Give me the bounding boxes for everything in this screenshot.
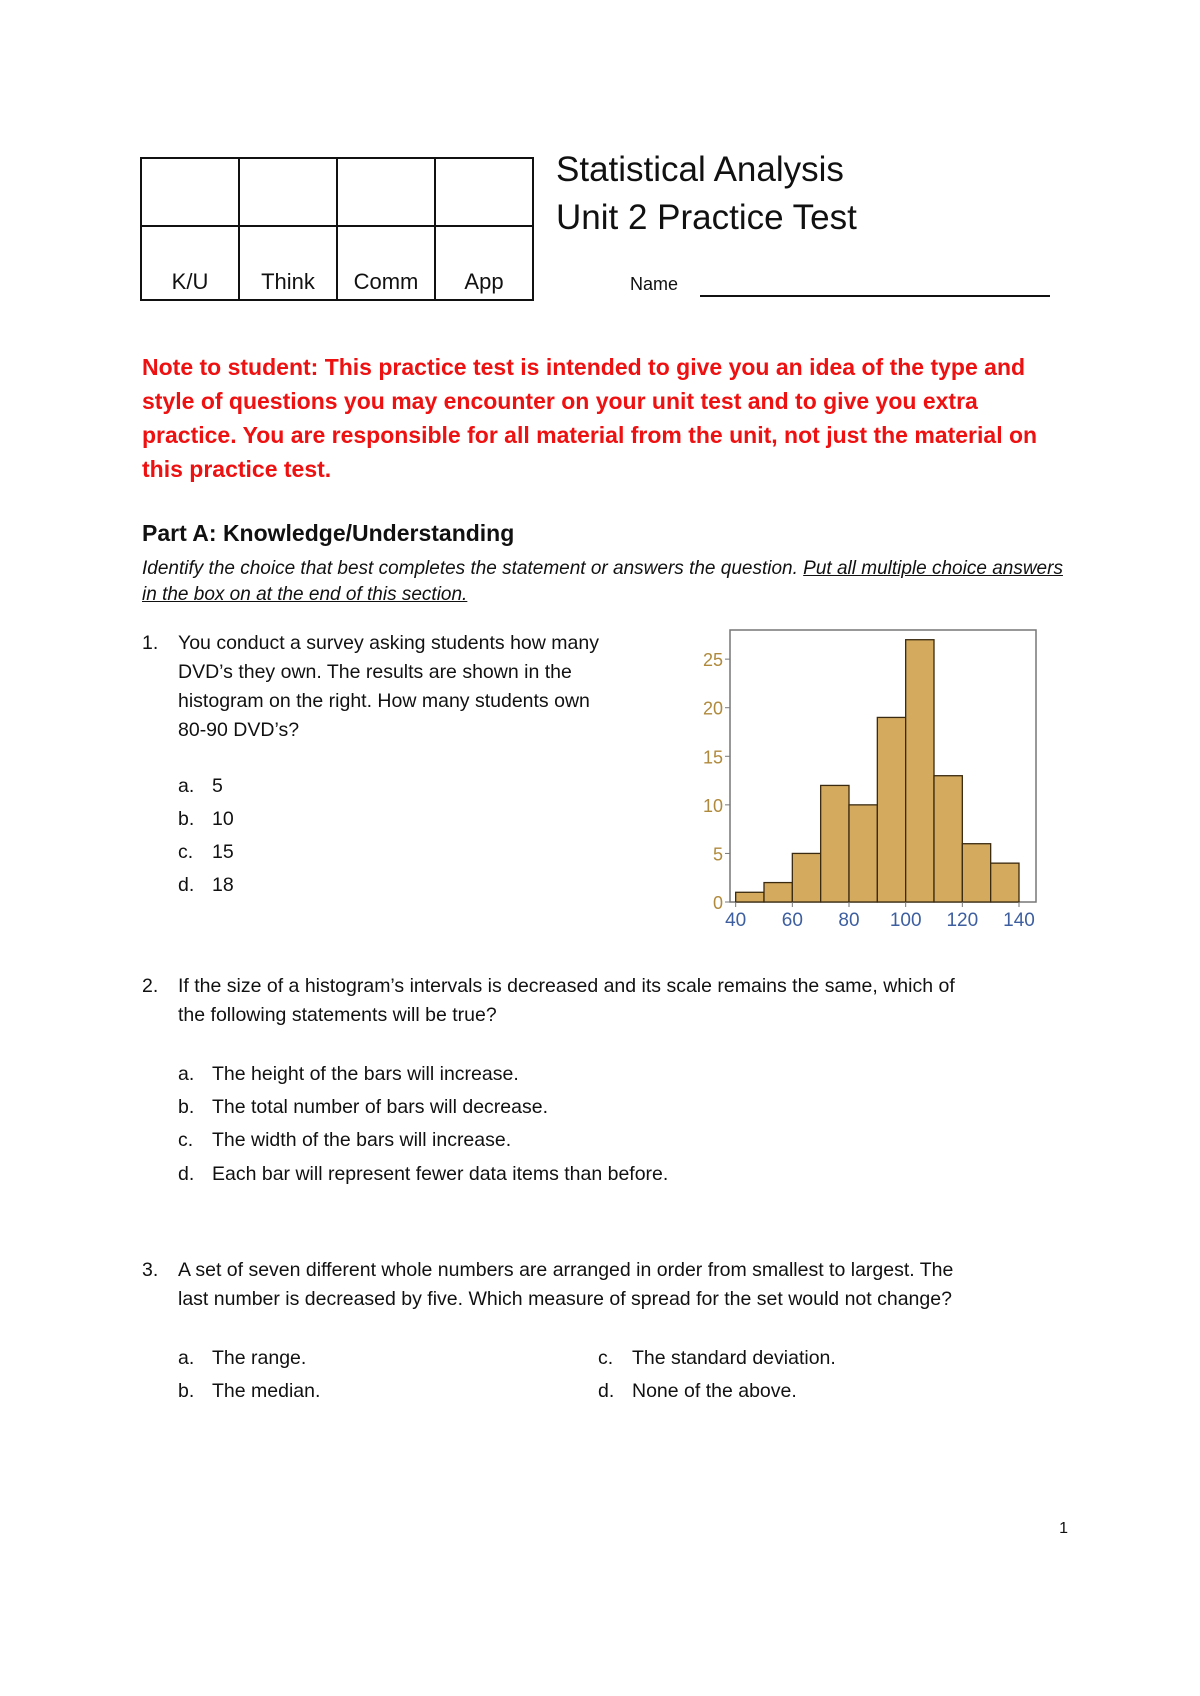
option-text: 18 xyxy=(212,874,234,896)
question-3-text xyxy=(178,1256,1078,1314)
x-tick-label: 100 xyxy=(889,910,922,930)
marks-table xyxy=(140,157,534,301)
question-1-option-b[interactable] xyxy=(178,808,234,831)
option-label: a. xyxy=(178,1063,195,1085)
page-title xyxy=(556,146,857,242)
comm-score-cell[interactable] xyxy=(337,158,435,226)
histogram-bar xyxy=(934,776,962,902)
instruction-underlined: Put all multiple choice answers in the box on at the end of this section. xyxy=(142,558,1063,605)
histogram-bar xyxy=(849,805,877,902)
question-1-option-d[interactable] xyxy=(178,874,234,897)
question-1-line: You conduct a survey asking students how many xyxy=(178,632,599,654)
question-1-line: DVD’s they own. The results are shown in the xyxy=(178,661,572,683)
note-to-student: Note to student: This practice test is intended to give you an idea of the type and style of questions you may encounter on your unit test and to give you extra practice. You are responsible for all material from the unit, not just the material on this practice test. xyxy=(142,354,1038,482)
part-a-title: Part A: Knowledge/Understanding xyxy=(142,520,515,546)
option-text: 5 xyxy=(212,775,223,797)
x-tick-label: 40 xyxy=(725,910,747,930)
question-2-option-c[interactable] xyxy=(178,1129,511,1152)
y-axis-ticks xyxy=(703,650,730,913)
option-label: d. xyxy=(598,1380,615,1402)
option-label: b. xyxy=(178,808,195,830)
option-text: None of the above. xyxy=(632,1380,797,1402)
option-label: b. xyxy=(178,1380,195,1402)
question-2-line: If the size of a histogram’s intervals is decreased and its scale remains the same, which of xyxy=(178,975,955,997)
option-label: c. xyxy=(178,1129,194,1151)
histogram-chart xyxy=(680,620,1040,930)
question-2-option-b[interactable] xyxy=(178,1096,548,1119)
histogram-bar xyxy=(906,640,934,902)
think-label: Think xyxy=(239,226,337,300)
option-label: d. xyxy=(178,1163,195,1185)
question-3-option-d[interactable] xyxy=(598,1380,797,1403)
option-text: The standard deviation. xyxy=(632,1347,836,1369)
x-tick-label: 140 xyxy=(1003,910,1035,930)
y-tick-label: 25 xyxy=(702,650,723,671)
x-tick-label: 80 xyxy=(838,910,860,930)
question-1-option-c[interactable] xyxy=(178,841,234,864)
question-3-line: A set of seven different whole numbers are arranged in order from smallest to largest. The xyxy=(178,1259,954,1281)
question-3-option-b[interactable] xyxy=(178,1380,320,1403)
question-1-line: histogram on the right. How many students own xyxy=(178,690,590,712)
histogram-bar xyxy=(991,863,1019,902)
histogram-bars xyxy=(736,640,1019,902)
histogram-bar xyxy=(821,785,849,902)
histogram-bar xyxy=(877,717,905,902)
x-tick-label: 120 xyxy=(946,910,979,930)
question-2-number: 2. xyxy=(142,975,159,997)
option-text: 15 xyxy=(212,841,234,863)
histogram-bar xyxy=(764,883,792,902)
y-tick-label: 5 xyxy=(712,844,723,865)
question-1-option-a[interactable] xyxy=(178,775,223,798)
part-a-instructions xyxy=(142,556,1072,608)
option-text: 10 xyxy=(212,808,234,830)
y-tick-label: 20 xyxy=(702,698,723,719)
question-3-number: 3. xyxy=(142,1259,159,1281)
option-text: The range. xyxy=(212,1347,307,1369)
instruction-text: Identify the choice that best completes the statement or answers the question. xyxy=(142,558,804,579)
histogram-bar xyxy=(736,892,764,902)
y-tick-label: 0 xyxy=(712,893,723,913)
option-text: The median. xyxy=(212,1380,321,1402)
option-text: The width of the bars will increase. xyxy=(212,1129,512,1151)
comm-label: Comm xyxy=(337,226,435,300)
title-line-2: Unit 2 Practice Test xyxy=(556,198,857,237)
y-tick-label: 15 xyxy=(702,747,723,768)
app-score-cell[interactable] xyxy=(435,158,533,226)
ku-score-cell[interactable] xyxy=(141,158,239,226)
x-axis-ticks xyxy=(725,902,1035,930)
option-text: The total number of bars will decrease. xyxy=(212,1096,548,1118)
question-2-option-d[interactable] xyxy=(178,1163,668,1186)
ku-label: K/U xyxy=(141,226,239,300)
option-label: a. xyxy=(178,775,195,797)
title-line-1: Statistical Analysis xyxy=(556,150,844,189)
question-1-line: 80-90 DVD’s? xyxy=(178,719,300,741)
option-label: b. xyxy=(178,1096,195,1118)
question-2-line: the following statements will be true? xyxy=(178,1004,497,1026)
question-3-line: last number is decreased by five. Which measure of spread for the set would not change? xyxy=(178,1288,952,1310)
histogram-bar xyxy=(792,853,820,902)
question-2-option-a[interactable] xyxy=(178,1063,519,1086)
option-label: a. xyxy=(178,1347,195,1369)
name-label: Name xyxy=(630,274,679,294)
option-label: d. xyxy=(178,874,195,896)
question-2-text xyxy=(178,972,1078,1030)
name-field[interactable] xyxy=(700,295,1050,297)
option-label: c. xyxy=(598,1347,614,1369)
y-tick-label: 10 xyxy=(702,795,723,816)
app-label: App xyxy=(435,226,533,300)
question-1-text xyxy=(178,629,678,745)
option-label: c. xyxy=(178,841,194,863)
question-1-number: 1. xyxy=(142,632,159,654)
histogram-bar xyxy=(962,844,990,902)
question-3-option-c[interactable] xyxy=(598,1347,836,1370)
think-score-cell[interactable] xyxy=(239,158,337,226)
option-text: Each bar will represent fewer data items than before. xyxy=(212,1163,669,1185)
page-number: 1 xyxy=(1059,1520,1068,1537)
option-text: The height of the bars will increase. xyxy=(212,1063,519,1085)
x-tick-label: 60 xyxy=(781,910,803,930)
question-3-option-a[interactable] xyxy=(178,1347,306,1370)
